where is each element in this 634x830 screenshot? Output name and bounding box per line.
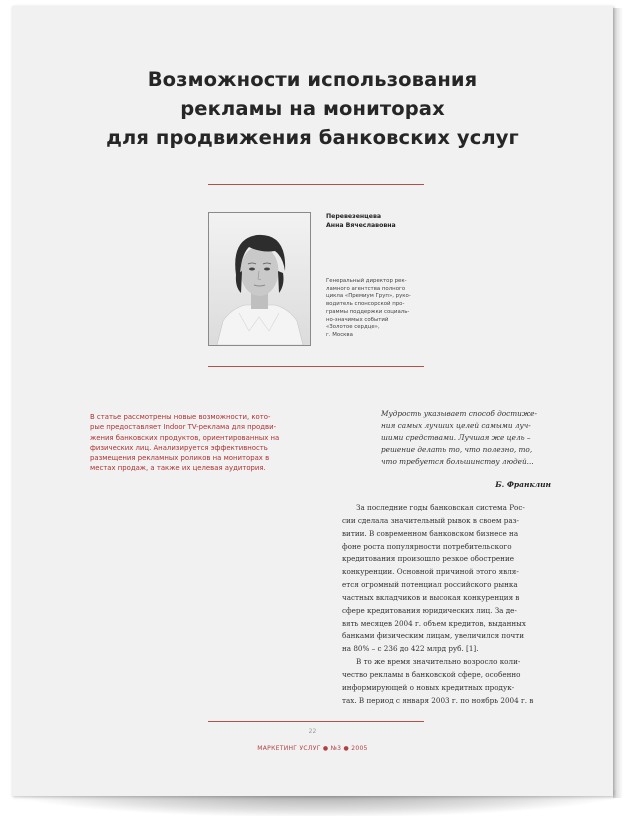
author-bio <box>326 278 436 340</box>
epigraph-line: шими средствами. Лучшая же цель – <box>381 433 531 442</box>
body-line: чество рекламы в банковской сфере, особенно <box>342 669 521 679</box>
author-photo <box>208 212 311 346</box>
author-bio-line: г. Москва <box>326 331 353 338</box>
article-body <box>342 502 554 708</box>
page-shadow-right <box>613 8 623 798</box>
page-number: 22 <box>308 728 317 735</box>
body-line: на 80% – с 236 до 422 млрд руб. [1]. <box>342 644 479 654</box>
abstract-line: жения банковских продуктов, ориентированных на <box>90 433 280 442</box>
body-line: ется огромный потенциал российского рынка <box>342 580 518 590</box>
body-line: тах. В период с января 2003 г. по ноябрь 2004 г. в <box>342 695 534 705</box>
journal-footer: МАРКЕТИНГ УСЛУГ ● №3 ● 2005 <box>257 745 368 752</box>
author-bio-line: водитель спонсорской про- <box>326 301 405 308</box>
title-line: рекламы на мониторах <box>180 97 445 120</box>
body-line: информирующей о новых кредитных продук- <box>342 682 515 692</box>
author-given-names: Анна Вячеславовна <box>326 222 396 229</box>
author-name <box>326 212 466 230</box>
abstract-line: рые предоставляет Indoor TV-реклама для продви- <box>90 423 277 432</box>
body-line: витии. В современном банковском бизнесе на <box>342 528 519 538</box>
author-bio-line: Генеральный директор рек- <box>326 278 407 284</box>
body-line: сии сделала значительный рывок в своем раз- <box>342 515 519 525</box>
title-line: Возможности использования <box>147 68 478 91</box>
epigraph-line: ния самых лучших целей самыми луч- <box>381 421 531 430</box>
divider-bottom <box>208 721 424 722</box>
body-line: конкуренции. Основной причиной этого явля- <box>342 567 519 577</box>
divider-top <box>208 184 424 185</box>
author-bio-line: но-значимых событий <box>326 316 389 323</box>
divider-middle <box>208 366 424 367</box>
author-bio-line: граммы поддержки социаль- <box>326 308 410 315</box>
epigraph-line: решение делать то, что полезно, то, <box>381 445 533 454</box>
epigraph-line: Мудрость указывает способ достиже- <box>381 409 537 418</box>
body-line: частных вкладчиков и высокая конкуренция в <box>342 592 520 602</box>
body-line: вять месяцев 2004 г. объем кредитов, выданных <box>342 618 526 628</box>
author-surname: Перевезенцева <box>326 213 382 220</box>
epigraph-author: Б. Франклин <box>495 480 551 489</box>
body-line: сфере кредитования юридических лиц. За де- <box>342 605 517 615</box>
author-bio-line: цикла «Премиум Груп», руко- <box>326 293 411 300</box>
body-line: За последние годы банковская система Рос- <box>356 503 525 512</box>
epigraph <box>381 408 551 468</box>
body-line: банками физическим лицам, увеличился почти <box>342 631 525 641</box>
author-bio-line: «Золотое сердце», <box>326 324 380 331</box>
abstract-line: физических лиц. Анализируется эффективность <box>90 443 268 452</box>
body-line: фоне роста популярности потребительского <box>342 541 512 551</box>
abstract-line: местах продаж, а также их целевая аудитория. <box>90 464 266 473</box>
epigraph-line: что требуется большинству людей... <box>381 457 534 466</box>
abstract-line: В статье рассмотрены новые возможности, кото- <box>90 413 271 421</box>
abstract-line: размещения рекламных роликов на мониторах в <box>90 454 270 463</box>
body-line: В то же время значительно возросло коли- <box>356 657 521 667</box>
article-title <box>12 65 613 152</box>
article-abstract <box>90 412 322 474</box>
author-bio-line: ламного агентства полного <box>326 285 406 292</box>
title-line: для продвижения банковских услуг <box>106 126 519 149</box>
magazine-page <box>12 6 613 796</box>
body-line: кредитования произошло резкое обострение <box>342 554 515 564</box>
